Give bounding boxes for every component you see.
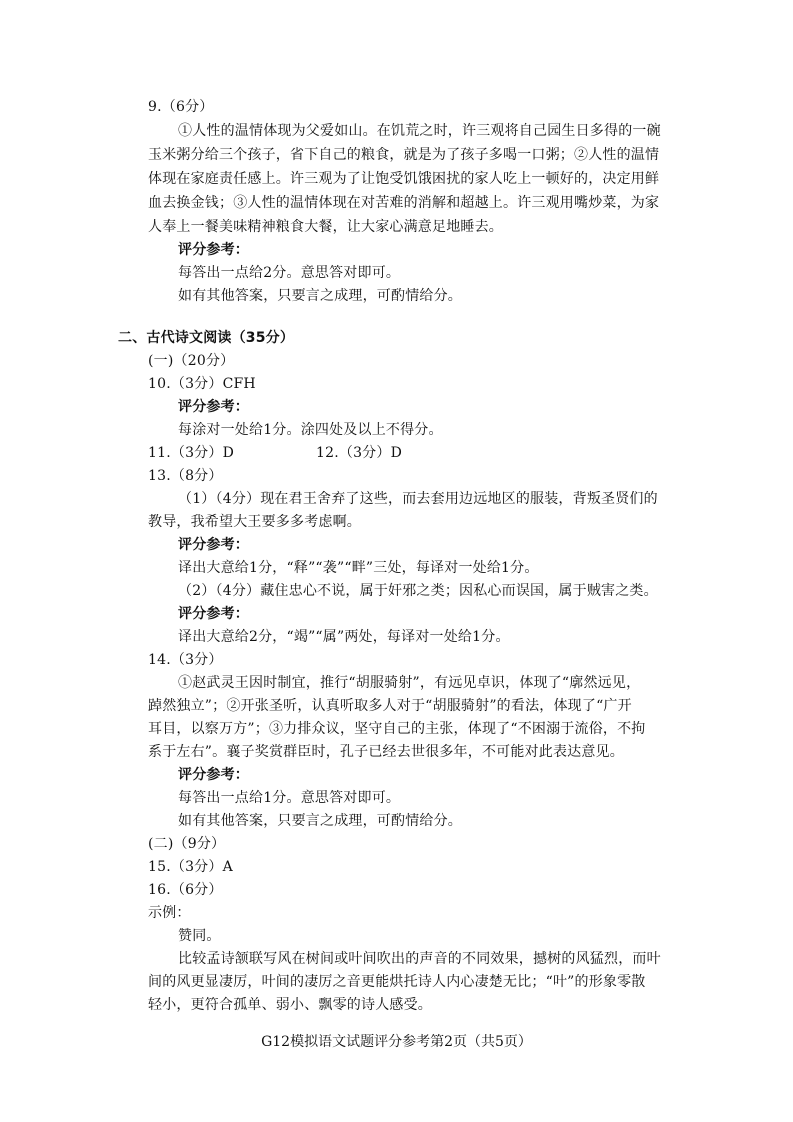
part-heading: (一)（20分） (148, 353, 235, 369)
q14-scoring-label: 评分参考： (178, 767, 249, 783)
q13-2-scoring-label: 评分参考： (178, 606, 249, 622)
q14-answer-line: 系于左右”。襄子奖赏群臣时，孔子已经去世很多年，不可能对此表达意见。 (148, 744, 624, 760)
q9-answer-line: 玉米粥分给三个孩子，省下自己的粮食，就是为了孩子多喝一口粥；②人性的温情 (148, 147, 660, 163)
q9-answer-line: ①人性的温情体现为父爱如山。在饥荒之时，许三观将自己园生日多得的一碗 (178, 123, 661, 139)
part-heading: (二)（9分） (148, 836, 226, 852)
q9-heading: 9.（6分） (148, 99, 214, 115)
q13-1-answer-line: 教导，我希望大王要多多考虑啊。 (148, 514, 361, 530)
q15-answer: 15.（3分）A (148, 859, 233, 875)
q9-scoring-line: 如有其他答案，只要言之成理，可酌情给分。 (178, 288, 462, 304)
q14-answer-line: 耳目，以察万方”；③力排众议，坚守自己的主张，体现了“不困溺于流俗，不拘 (148, 721, 646, 737)
q13-1-answer-line: （1）（4分）现在君王舍弃了这些，而去套用边远地区的服装，背叛圣贤们的 (178, 491, 658, 507)
q12-answer: 12.（3分）D (316, 445, 402, 461)
q16-heading: 16.（6分） (148, 882, 223, 898)
q9-answer-line: 体现在家庭责任感上。许三观为了让饱受饥饿困扰的家人吃上一顿好的，决定用鲜 (148, 171, 660, 187)
q10-scoring-label: 评分参考： (178, 399, 249, 415)
q16-stance: 赞同。 (178, 928, 221, 944)
q9-scoring-line: 每答出一点给2分。意思答对即可。 (178, 265, 401, 281)
q14-answer-line: 踔然独立”；②开张圣听，认真听取多人对于“胡服骑射”的看法，体现了“广开 (148, 698, 632, 714)
q14-scoring-line: 每答出一点给1分。意思答对即可。 (178, 790, 401, 806)
q11-answer: 11.（3分）D (148, 445, 234, 461)
q14-heading: 14.（3分） (148, 652, 223, 668)
q16-answer-line: 间的风更显凄厉，叶间的凄厉之音更能烘托诗人内心凄楚无比；“叶”的形象零散 (148, 974, 646, 990)
q14-answer-line: ①赵武灵王因时制宜，推行“胡服骑射”，有远见卓识，体现了“廓然远见， (178, 675, 641, 691)
q9-answer-line: 血去换金钱；③人性的温情体现在对苦难的消解和超越上。许三观用嘴炒菜，为家 (148, 195, 660, 211)
q16-answer-line: 轻小，更符合孤单、弱小、飘零的诗人感受。 (148, 997, 432, 1013)
q13-heading: 13.（8分） (148, 468, 223, 484)
page-footer: G12模拟语文试题评分参考第2页（共5页） (261, 1034, 532, 1050)
q10-scoring-line: 每涂对一处给1分。涂四处及以上不得分。 (178, 422, 443, 438)
q13-1-scoring-line: 译出大意给1分，“释”“袭”“畔”三处，每译对一处给1分。 (178, 560, 539, 576)
q9-scoring-label: 评分参考： (178, 242, 249, 258)
q14-scoring-line: 如有其他答案，只要言之成理，可酌情给分。 (178, 813, 462, 829)
q13-1-scoring-label: 评分参考： (178, 537, 249, 553)
q16-answer-line: 比较孟诗颔联写风在树间或叶间吹出的声音的不同效果，撼树的风猛烈，而叶 (178, 951, 661, 967)
section-title: 二、古代诗文阅读（35分） (118, 330, 295, 346)
q13-2-scoring-line: 译出大意给2分，“竭”“属”两处，每译对一处给1分。 (178, 629, 510, 645)
q13-2-answer: （2）（4分）藏住忠心不说，属于奸邪之类；因私心而误国，属于贼害之类。 (178, 583, 658, 599)
q9-answer-line: 人奉上一餐美味精神粮食大餐，让大家心满意足地睡去。 (148, 219, 503, 235)
q10-answer: 10.（3分）CFH (148, 376, 256, 392)
q16-example-label: 示例： (148, 905, 191, 921)
